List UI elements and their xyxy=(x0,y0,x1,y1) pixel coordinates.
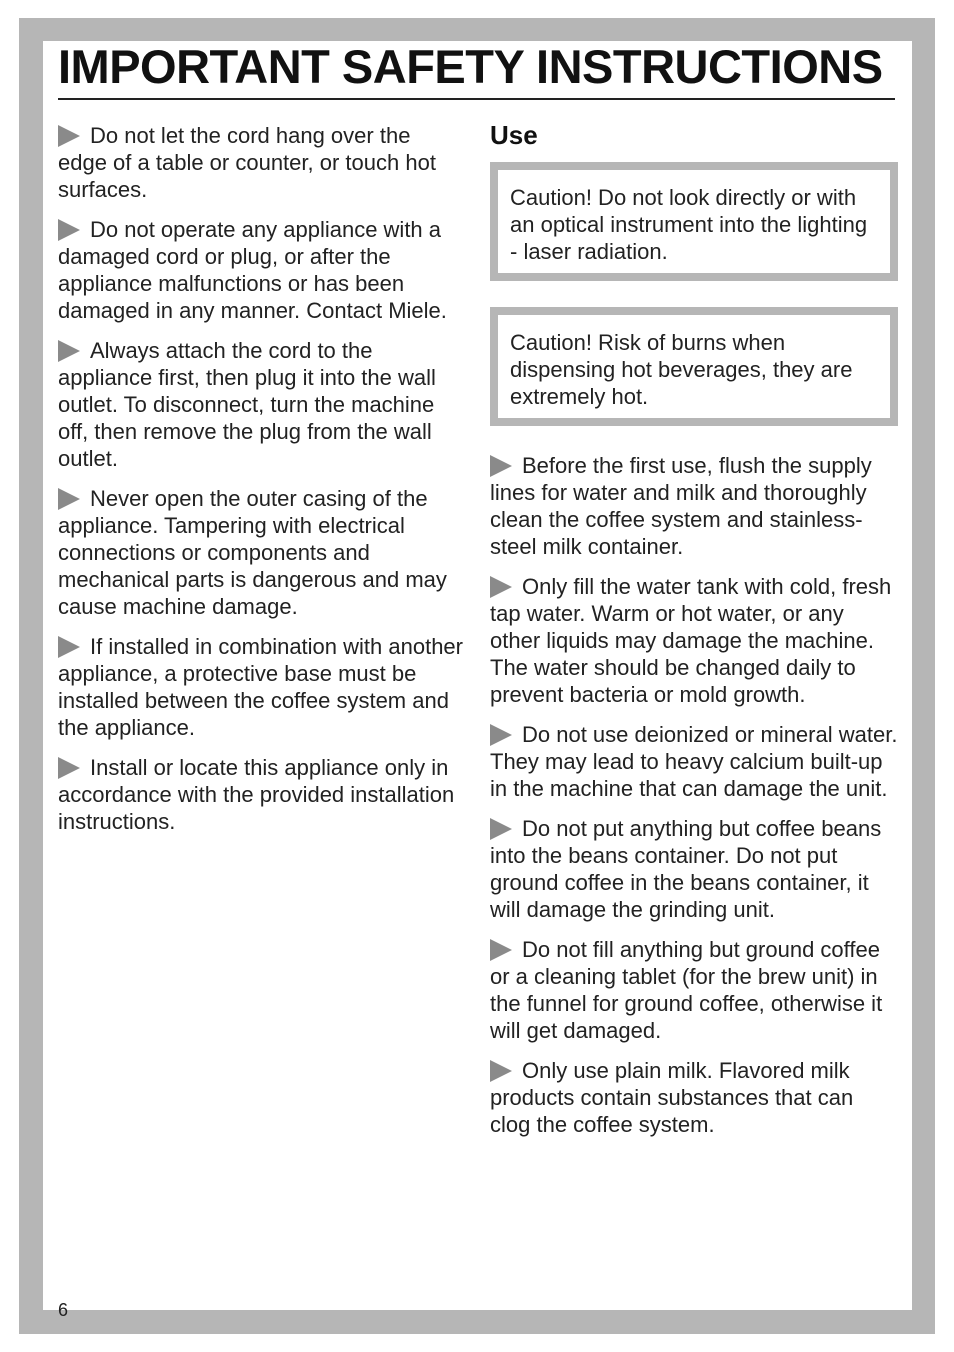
list-item: Install or locate this appliance only in accordance with the provided installation instructions. xyxy=(58,755,455,834)
triangle-right-icon xyxy=(490,455,512,477)
triangle-right-icon xyxy=(490,818,512,840)
list-item: Do not let the cord hang over the edge of a table or counter, or touch hot surfaces. xyxy=(58,123,436,202)
list-item: Always attach the cord to the appliance first, then plug it into the wall outlet. To disconnect, turn the machine off, then remove the plug from the wall outlet. xyxy=(58,338,436,471)
page-title: IMPORTANT SAFETY INSTRUCTIONS xyxy=(58,40,883,93)
list-item: Only fill the water tank with cold, fresh tap water. Warm or hot water, or any other liquids may damage the machine. The water should be changed daily to prevent bacteria or mold growth. xyxy=(490,574,892,707)
triangle-right-icon xyxy=(58,125,80,147)
list-item: Never open the outer casing of the appliance. Tampering with electrical connections or components and mechanical parts is dangerous and may cause machine damage. xyxy=(58,486,447,619)
list-item: Do not put anything but coffee beans into the beans container. Do not put ground coffee in the beans container, it will damage the grinding unit. xyxy=(490,816,882,922)
triangle-right-icon xyxy=(490,576,512,598)
right-column xyxy=(490,118,898,1151)
page-number: 6 xyxy=(58,1300,69,1320)
triangle-right-icon xyxy=(58,488,80,510)
triangle-right-icon xyxy=(490,724,512,746)
section-heading: Use xyxy=(490,120,538,150)
title-divider xyxy=(58,98,895,100)
triangle-right-icon xyxy=(58,219,80,241)
list-item: Do not fill anything but ground coffee or a cleaning tablet (for the brew unit) in the funnel for ground coffee, otherwise it will get damaged. xyxy=(490,937,883,1043)
caution-box: Caution! Do not look directly or with an optical instrument into the lighting - laser radiation. xyxy=(490,162,898,281)
list-item: If installed in combination with another appliance, a protective base must be installed between the coffee system and the appliance. xyxy=(58,634,463,740)
triangle-right-icon xyxy=(58,757,80,779)
list-item: Do not operate any appliance with a damaged cord or plug, or after the appliance malfunctions or has been damaged in any manner. Contact Miele. xyxy=(58,217,447,323)
caution-box: Caution! Risk of burns when dispensing hot beverages, they are extremely hot. xyxy=(490,307,898,426)
list-item: Only use plain milk. Flavored milk products contain substances that can clog the coffee system. xyxy=(490,1058,854,1137)
triangle-right-icon xyxy=(58,636,80,658)
list-item: Do not use deionized or mineral water. They may lead to heavy calcium built-up in the machine that can damage the unit. xyxy=(490,722,898,801)
left-column xyxy=(58,122,463,848)
triangle-right-icon xyxy=(490,1060,512,1082)
triangle-right-icon xyxy=(490,939,512,961)
triangle-right-icon xyxy=(58,340,80,362)
list-item: Before the first use, flush the supply lines for water and milk and thoroughly clean the coffee system and stainless-steel milk container. xyxy=(490,453,872,559)
